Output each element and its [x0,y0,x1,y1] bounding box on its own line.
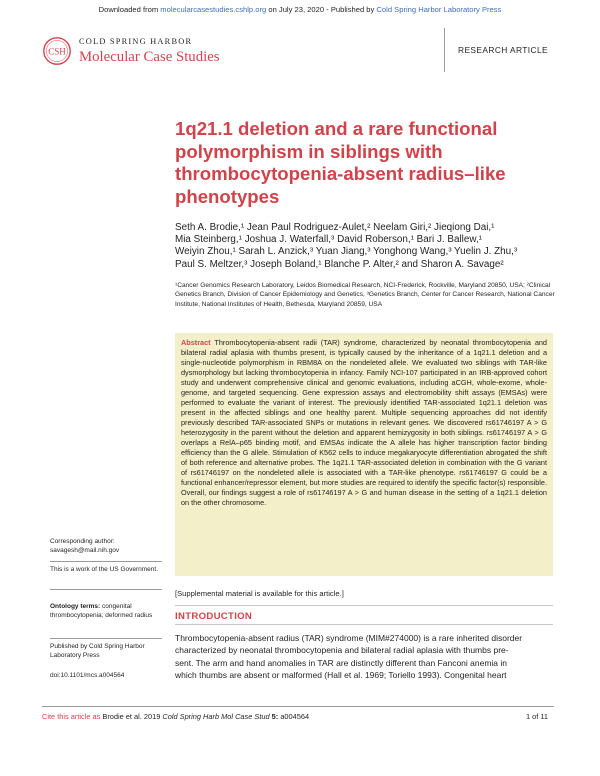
affiliations: ¹Cancer Genomics Research Laboratory, Leidos Biomedical Research, NCI-Frederick, Rockville, Maryland 20850, USA; ²Clinical Genetics Branch, Division of Cancer Epidemiology and Genetics, ³Genetics Branch, Center for Cancer Research, National Cancer Institute, National Institutes of Health, Bethesda, Maryland 20859, USA [175,282,555,308]
article-title: 1q21.1 deletion and a rare functional polymorphism in siblings with thrombocytopenia-absent radius–like phenotypes [175,118,506,207]
corresponding-author [50,538,162,556]
logo-text: CSH [48,46,66,57]
corresponding-label: Corresponding author: [50,538,115,545]
doi[interactable]: doi:10.1101/mcs.a004564 [50,672,125,679]
body-line: characterized by neonatal thrombocytopenia and bilateral radial aplasia with thumbs pre- [175,645,509,656]
supplemental-note: [Supplemental material is available for this article.] [175,589,344,598]
publisher-link[interactable]: Cold Spring Harbor Laboratory Press [376,5,502,14]
ontology-values: congenital thrombocytopenia; deformed radius [50,603,153,619]
cite-label: Cite this article as [42,712,101,721]
abstract-text: Thrombocytopenia-absent radii (TAR) syndrome, characterized by neonatal thrombocytopenia and bilateral radial aplasia with thumbs present, is typically caused by the inheritance of a 1q21.1 deletion and a single-nucleotide polymorphism in RBM8A on the nondeleted allele. We evaluated two siblings with TAR-like dysmorphology but lacking thrombocytopenia in infancy. Family NCI-107 participated in an IRB-approved cohort study and underwent comprehensive clinical and genomic evaluations, including aCGH, whole-exome, whole-genome, and targeted sequencing. Gene expression assays and electromobility shift assays (EMSAs) were performed to evaluate the variant of interest. The previously identified TAR-associated 1q21.1 deletion was present in the affected siblings and one healthy parent. Multiple sequencing approaches did not identify previously described TAR-associated SNPs or mutations in relevant genes. We discovered rs61746197 A > G heterozygosity in the parent without the deletion and apparent hemizygosity in both siblings. rs61746197 A > G overlaps a RelA–p65 binding motif, and EMSAs indicate the A allele has higher transcription factor binding efficiency than the G allele. Stimulation of K562 cells to induce megakaryocyte differentiation abrogated the shift of both reference and alternative probes. The 1q21.1 TAR-associated deletion in combination with the G variant of rs61746197 on the nondeleted allele is associated with a TAR-like phenotype. rs61746197 G could be a functional enhancer/repressor element, but more studies are required to identify the specific factor(s) responsible. Overall, our findings suggest a role of rs61746197 A > G and human disease in the setting of a 1q21.1 deletion on the other chromosome. [181,338,547,508]
section-divider [175,624,553,625]
page-number: 1 of 11 [525,712,548,721]
corresponding-email[interactable]: savagesh@mail.nih.gov [50,546,120,554]
citation-authors: Brodie et al. 2019 [102,712,161,721]
citation-journal: Cold Spring Harb Mol Case Stud [162,712,270,721]
government-work-note: This is a work of the US Government. [50,566,159,573]
introduction-heading: INTRODUCTION [175,611,253,622]
introduction-body [175,632,553,682]
body-line: which thumbs are absent or malformed (Hall et al. 1969; Toriello 1993). Congenital heart [175,670,507,681]
ontology-label: Ontology terms: [50,603,101,610]
footer-divider [42,706,554,707]
body-line: sent. The arm and hand anomalies in TAR are distinctly different than Fanconi anemia in [175,657,508,668]
download-site-link[interactable]: molecularcasestudies.cshlp.org [160,5,267,14]
citation-footer [42,712,309,721]
author-line: Seth A. Brodie,¹ Jean Paul Rodriguez-Aulet,² Neelam Giri,² Jieqiong Dai,¹ [175,222,495,233]
citation-volume: 5: [271,712,279,721]
author-line: Mia Steinberg,¹ Joshua J. Waterfall,³ David Roberson,¹ Bari J. Ballew,¹ [175,234,482,246]
published-by: Published by Cold Spring Harbor Laboratory Press [50,643,145,659]
ontology-terms [50,603,162,621]
sidebar-divider [50,561,162,562]
journal-name: Molecular Case Studies [79,49,220,65]
abstract-label: Abstract [181,338,211,347]
citation-article-id: a004564 [280,712,310,721]
article-type-label: RESEARCH ARTICLE [458,45,549,55]
brand-line-1: COLD SPRING HARBOR [79,37,193,46]
section-divider [175,605,553,606]
sidebar-divider [50,589,162,590]
download-prefix: Downloaded from [98,5,161,14]
body-line: Thrombocytopenia-absent radius (TAR) syndrome (MIM#274000) is a rare inherited disorder [175,633,523,643]
abstract [181,338,547,508]
download-notice [0,5,600,14]
author-list [175,222,555,271]
download-middle: on July 23, 2020 - Published by [266,5,377,14]
header-divider [444,28,445,72]
author-line: Weiyin Zhou,¹ Sarah L. Anzick,³ Yuan Jiang,³ Yonghong Wang,³ Yuelin J. Zhu,³ [175,246,518,258]
author-line: Paul S. Meltzer,³ Joseph Boland,¹ Blanche P. Alter,² and Sharon A. Savage² [175,258,504,270]
sidebar-divider [50,638,162,639]
csh-logo-icon [42,36,72,66]
